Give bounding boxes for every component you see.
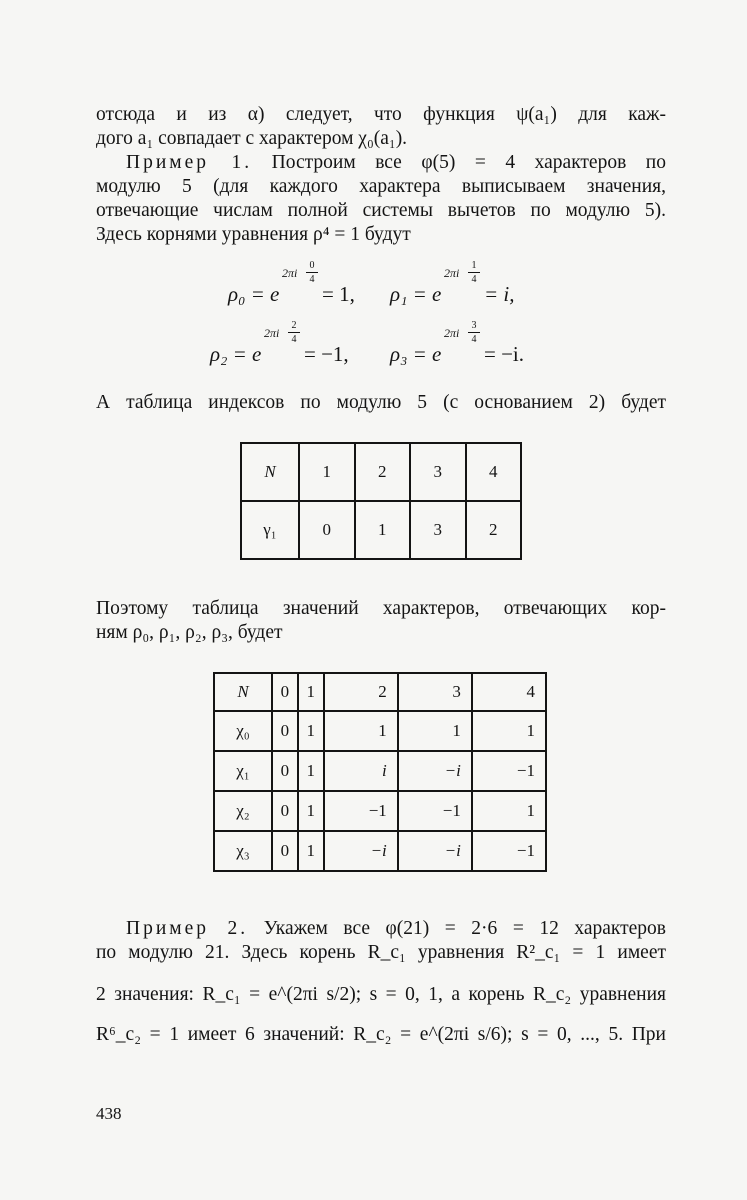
example-1-label: Пример 1. — [126, 152, 253, 173]
character-table-cell: 1 — [324, 711, 398, 751]
index-table-intro: А таблица индексов по модулю 5 (с основанием 2) будет — [96, 392, 666, 413]
text-line: Поэтому таблица значений характеров, отвечающих кор- — [96, 598, 666, 619]
character-table-cell: 2 — [324, 673, 398, 711]
character-table-cell: 1 — [298, 831, 324, 871]
character-table-cell: 1 — [398, 711, 472, 751]
index-table-cell: 2 — [355, 443, 411, 501]
index-table-row — [241, 501, 521, 559]
text-line: Здесь корнями уравнения ρ⁴ = 1 будут — [96, 224, 411, 245]
character-table-cell: 1 — [472, 711, 546, 751]
character-table-cell: 0 — [272, 711, 298, 751]
character-table-cell: 1 — [298, 711, 324, 751]
example-2-label: Пример 2. — [126, 918, 249, 939]
character-table-cell: −1 — [324, 791, 398, 831]
character-table-cell: 1 — [298, 751, 324, 791]
text-line: ням ρ₀, ρ₁, ρ₂, ρ₃, будет — [96, 622, 283, 643]
character-table-row — [214, 711, 546, 751]
character-table-cell: −i — [398, 751, 472, 791]
example-1-text: Построим все φ(5) = 4 характеров по — [271, 152, 666, 173]
index-table-header-row — [241, 443, 521, 501]
index-table-cell: 1 — [355, 501, 411, 559]
character-table-cell: −1 — [472, 831, 546, 871]
character-table-cell: −1 — [472, 751, 546, 791]
character-table-cell: −i — [398, 831, 472, 871]
page-number: 438 — [96, 1104, 122, 1123]
character-table — [213, 672, 547, 872]
index-table-cell: 3 — [410, 501, 466, 559]
example-2-text: Укажем все φ(21) = 2·6 = 12 характеров — [263, 918, 667, 939]
character-table-cell: χ₀ — [214, 711, 272, 751]
character-table-cell: χ₁ — [214, 751, 272, 791]
character-table-cell: −i — [324, 831, 398, 871]
index-table — [240, 442, 522, 560]
character-table-cell: 1 — [472, 791, 546, 831]
character-table-cell: 0 — [272, 751, 298, 791]
index-table-cell: γ₁ — [241, 501, 299, 559]
character-table-cell: 4 — [472, 673, 546, 711]
text-line: модулю 5 (для каждого характера выписываем значения, — [96, 176, 666, 197]
character-table-cell: i — [324, 751, 398, 791]
character-table-cell: χ₂ — [214, 791, 272, 831]
character-table-cell: 1 — [298, 673, 324, 711]
character-table-cell: 0 — [272, 791, 298, 831]
character-table-row — [214, 791, 546, 831]
example-2-line — [96, 918, 666, 940]
index-table-cell: 1 — [299, 443, 355, 501]
character-table-header-row — [214, 673, 546, 711]
text-line: дого a₁ совпадает с характером χ₀(a₁). — [96, 128, 408, 149]
text-line: отвечающие числам полной системы вычетов по модулю 5). — [96, 200, 666, 221]
text-line: R⁶_c₂ = 1 имеет 6 значений: R_c₂ = e^(2πi s/6); s = 0, ..., 5. При — [96, 1024, 666, 1045]
character-table-cell: 0 — [272, 673, 298, 711]
example-1-line — [96, 152, 666, 174]
character-table-cell: −1 — [398, 791, 472, 831]
text-line: по модулю 21. Здесь корень R_c₁ уравнения R²_c₁ = 1 имеет — [96, 942, 666, 963]
character-table-row — [214, 751, 546, 791]
character-table-cell: 3 — [398, 673, 472, 711]
character-table-cell: 0 — [272, 831, 298, 871]
index-table-cell: N — [241, 443, 299, 501]
index-table-cell: 3 — [410, 443, 466, 501]
character-table-cell: N — [214, 673, 272, 711]
index-table-cell: 0 — [299, 501, 355, 559]
index-table-cell: 2 — [466, 501, 522, 559]
character-table-row — [214, 831, 546, 871]
text-line: 2 значения: R_c₁ = e^(2πi s/2); s = 0, 1, а корень R_c₂ уравнения — [96, 984, 666, 1005]
character-table-cell: 1 — [298, 791, 324, 831]
text-line: отсюда и из α) следует, что функция ψ(a₁) для каж- — [96, 104, 666, 125]
index-table-cell: 4 — [466, 443, 522, 501]
character-table-cell: χ₃ — [214, 831, 272, 871]
